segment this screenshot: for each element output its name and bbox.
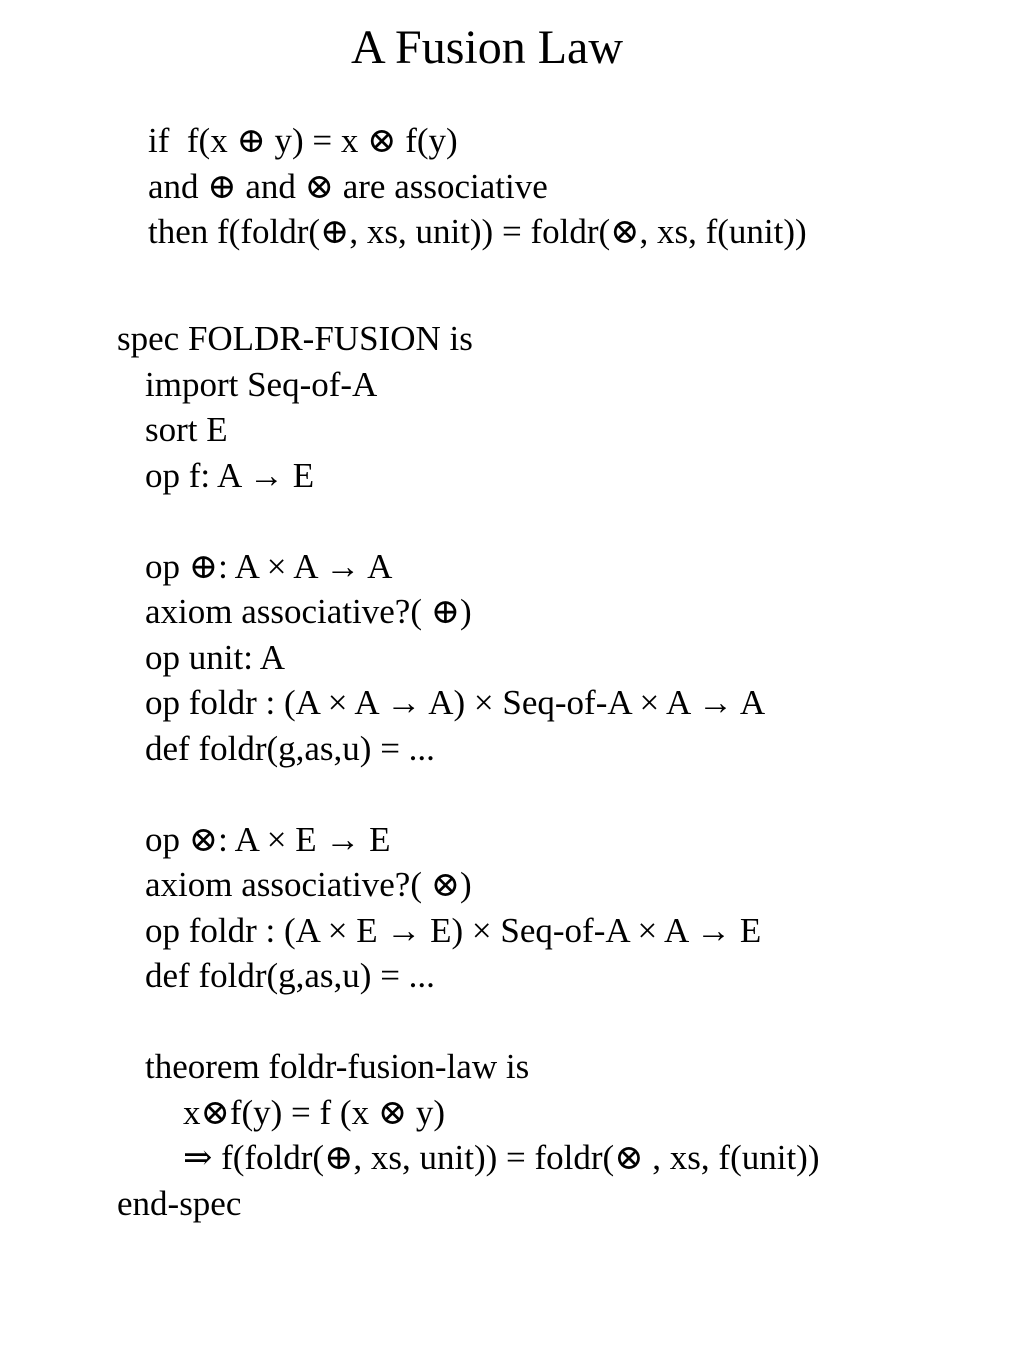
- spec-op-foldr-2: op foldr : (A × E → E) × Seq-of-A × A → E: [145, 910, 762, 950]
- spec-theorem: theorem foldr-fusion-law is: [145, 1047, 530, 1086]
- spec-op-otimes: op ⊗: A × E → E: [145, 819, 391, 859]
- spec-op-unit: op unit: A: [145, 637, 286, 677]
- law-associativity-line: and ⊕ and ⊗ are associative: [148, 166, 548, 206]
- spec-block: [117, 316, 819, 1226]
- spec-op-f: op f: A → E: [145, 455, 315, 495]
- spec-def-foldr-2: def foldr(g,as,u) = ...: [145, 956, 435, 995]
- spec-axiom-otimes: axiom associative?( ⊗): [145, 865, 472, 904]
- spec-footer: end-spec: [117, 1183, 242, 1223]
- spec-sort: sort E: [145, 410, 228, 449]
- spec-op-oplus: op ⊕: A × A → A: [145, 546, 393, 586]
- spec-axiom-oplus: axiom associative?( ⊕): [145, 592, 472, 631]
- spec-import: import Seq-of-A: [145, 364, 378, 404]
- spacer: [117, 999, 819, 1045]
- page-title: A Fusion Law: [350, 21, 623, 74]
- law-premise-line: if f(x ⊕ y) = x ⊗ f(y): [148, 121, 458, 160]
- spacer: [117, 771, 819, 817]
- spec-header: spec FOLDR-FUSION is: [117, 319, 473, 358]
- spec-theorem-premise: x⊗f(y) = f (x ⊗ y): [183, 1092, 446, 1132]
- fusion-law-statement: [148, 118, 807, 255]
- spacer: [117, 498, 819, 544]
- spec-op-foldr-1: op foldr : (A × A → A) × Seq-of-A × A → A: [145, 683, 766, 722]
- law-conclusion-line: then f(foldr(⊕, xs, unit)) = foldr(⊗, xs, f(unit)): [148, 212, 807, 251]
- spec-def-foldr-1: def foldr(g,as,u) = ...: [145, 728, 435, 768]
- spec-theorem-conclusion: ⇒ f(foldr(⊕, xs, unit)) = foldr(⊗ , xs, f(unit)): [183, 1138, 820, 1177]
